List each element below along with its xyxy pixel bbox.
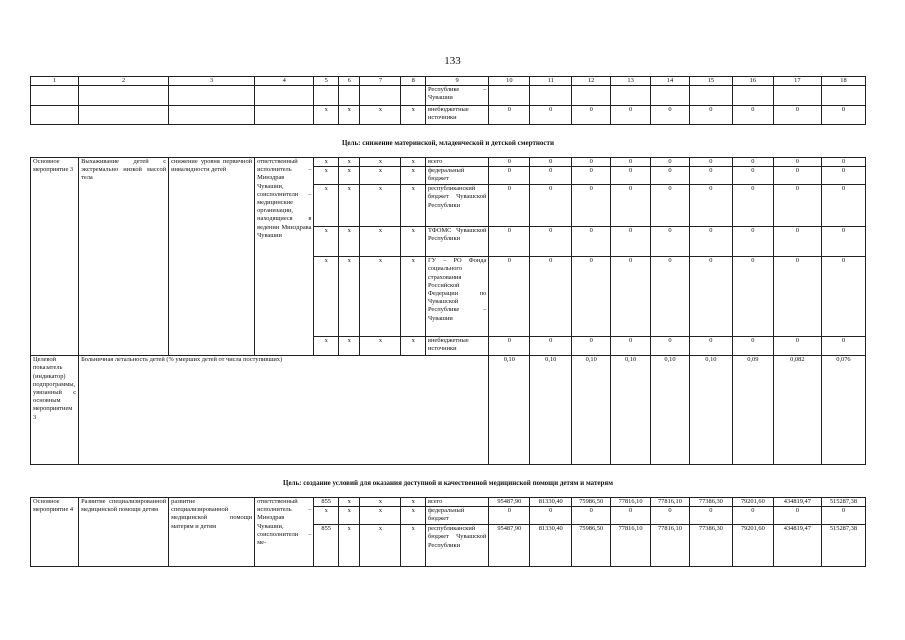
funding-source: федеральный бюджет [425,167,488,185]
column-number: 5 [314,77,339,86]
table-row: x x x x республиканский бюджет Чувашской Республики 0 0 0 0 0 0 0 0 0 [31,185,866,227]
goal-heading: Цель: снижение материнской, младенческой и детской смертности [341,139,555,147]
budget-table-top [30,76,866,125]
funding-source: ГУ – РО Фонда социального страхования Российской Федерации по Чувашской Республике – Чувашии [425,257,488,337]
indicator-title: Целевой показатель (индикатор) подпрограммы, увязанный с основным мероприятием 3 [31,356,79,465]
table-row: Основное мероприятие 4 Развитие специализированной медицинской помощи детям развитие специализированной медицинской помощи матерям и детям ответственный исполнитель – Минздрав Чувашии, соисполнители – ме- 855 x x x всего 95487,90 81330,40 75986,50 77816,10 77816,10 77386,30 79201,60 434819,47 515287,38 [31,498,866,507]
funding-source: внебюджетные источники [425,337,488,356]
event-title: Основное мероприятие 4 [31,498,79,567]
column-number: 17 [773,77,821,86]
column-number: 3 [169,77,255,86]
event-description: Развитие специализированной медицинской помощи детям [79,498,169,567]
funding-source: всего [425,498,488,507]
column-number: 8 [401,77,426,86]
funding-source: ТФОМС Чувашской Республики [425,227,488,257]
event-goal: развитие специализированной медицинской помощи матерям и детям [169,498,255,567]
column-number: 4 [255,77,314,86]
column-number: 9 [425,77,488,86]
column-number: 7 [360,77,401,86]
column-number: 15 [689,77,732,86]
table-row: x x x x ГУ – РО Фонда социального страхования Российской Федерации по Чувашской Республике – Чувашии 0 0 0 0 0 0 0 0 0 [31,257,866,337]
event-executor: ответственный исполнитель – Минздрав Чувашии, соисполнители – медицинские организации, находящиеся в ведении Минздрава Чувашии [255,158,314,356]
event-title: Основное мероприятие 3 [31,158,79,356]
funding-source: республиканский бюджет Чувашской Республики [425,525,488,567]
event-description: Выхаживание детей с экстремально низкой массой тела [79,158,169,356]
column-number: 10 [489,77,530,86]
column-number: 12 [572,77,611,86]
event-goal: снижение уровня первичной инвалидности детей [169,158,255,356]
column-number: 11 [530,77,572,86]
budget-table-event-3 [30,157,866,465]
indicator-description: Больничная летальность детей (% умерших детей от числа поступивших) [79,356,489,465]
budget-table-event-4 [30,497,866,567]
column-number: 13 [611,77,651,86]
funding-source: Республике – Чувашии [425,86,488,106]
table-row [31,86,866,106]
column-number: 14 [651,77,690,86]
page-number: 133 [444,55,461,67]
column-number: 16 [732,77,773,86]
funding-source: внебюджетные источники [425,106,488,125]
funding-source: республиканский бюджет Чувашской Республики [425,185,488,227]
funding-source: федеральный бюджет [425,507,488,525]
table-row: x x x x внебюджетные источники 0 0 0 0 0 0 0 0 0 [31,337,866,356]
column-number: 1 [31,77,79,86]
column-number-row [31,77,866,86]
table-row: x x x x федеральный бюджет 0 0 0 0 0 0 0 0 0 [31,507,866,525]
funding-source: всего [425,158,488,167]
indicator-row: Целевой показатель (индикатор) подпрограммы, увязанный с основным мероприятием 3 Больничная летальность детей (% умерших детей от числа поступивших) 0,10 0,10 0,10 0,10 0,10 0,10 0,09 0,082 0,076 [31,356,866,465]
table-row: x x x x внебюджетные источники 0 0 0 0 0 0 0 0 0 [31,106,866,125]
table-row: 855 x x x республиканский бюджет Чувашской Республики 95487,90 81330,40 75986,50 77816,10 77816,10 77386,30 79201,60 434819,47 515287,38 [31,525,866,567]
column-number: 6 [338,77,359,86]
goal-heading: Цель: создание условий для оказания доступной и качественной медицинской помощи детям и матерям [283,479,613,487]
column-number: 2 [79,77,169,86]
table-row: Основное мероприятие 3 Выхаживание детей с экстремально низкой массой тела снижение уровня первичной инвалидности детей ответственный исполнитель – Минздрав Чувашии, соисполнители – медицинские организации, находящиеся в ведении Минздрава Чувашии x x x x всего 0 0 0 0 0 0 0 0 0 [31,158,866,167]
table-row: x x x x ТФОМС Чувашской Республики 0 0 0 0 0 0 0 0 0 [31,227,866,257]
column-number: 18 [821,77,865,86]
table-row: x x x x федеральный бюджет 0 0 0 0 0 0 0 0 0 [31,167,866,185]
event-executor: ответственный исполнитель – Минздрав Чувашии, соисполнители – ме- [255,498,314,567]
